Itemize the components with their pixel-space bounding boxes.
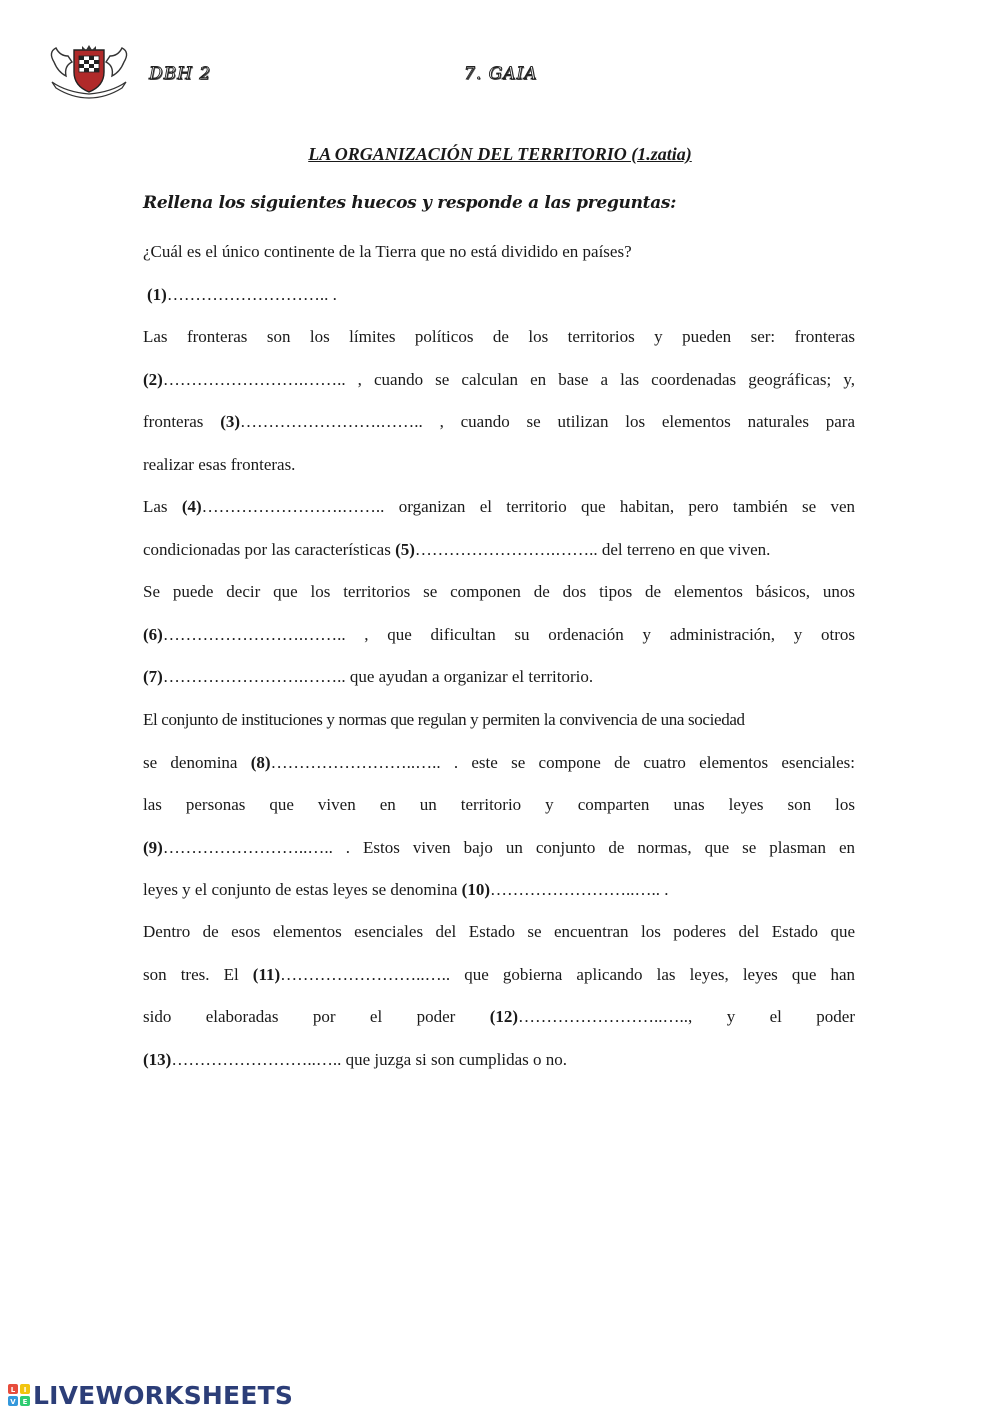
answer-blank-11[interactable]: ……………………..….. que gobierna aplicando las leyes, leyes que han (280, 965, 856, 984)
answer-blank-4[interactable]: …………………….…….. organizan el territorio que habitan, pero también se ven (201, 497, 855, 516)
blank-label-8: (8) (250, 753, 271, 772)
answer-blank-3[interactable]: …………………….…….. , cuando se utilizan los elementos naturales para (240, 412, 856, 431)
svg-text:V: V (10, 1398, 16, 1406)
answer-blank-7[interactable]: …………………….…….. que ayudan a organizar el territorio. (162, 667, 594, 686)
blank-label-11: (11) (252, 965, 281, 984)
course-label: DBH 2 (149, 64, 212, 84)
answer-line-2 (143, 369, 855, 391)
text-segment: realizar esas fronteras. (143, 455, 296, 474)
text-line (143, 454, 855, 476)
text-segment: son tres. El (143, 965, 239, 984)
answer-blank-6[interactable]: …………………….…….. , que dificultan su ordenación y administración, y otros (162, 625, 855, 644)
page-title: LA ORGANIZACIÓN DEL TERRITORIO (1.zatia) (308, 144, 692, 164)
text-segment: fronteras (143, 412, 204, 431)
text-line (143, 709, 855, 731)
text-line (143, 794, 855, 816)
question-text: ¿Cuál es el único continente de la Tierra que no está dividido en países? (143, 242, 632, 261)
text-line (143, 921, 855, 943)
answer-blank-13[interactable]: ……………………..….. que juzga si son cumplidas o no. (171, 1050, 568, 1069)
answer-blank-10[interactable]: ……………………..….. . (490, 880, 669, 899)
text-segment: se denomina (143, 753, 238, 772)
blank-label-12: (12) (489, 1007, 519, 1026)
answer-blank-5[interactable]: …………………….…….. del terreno en que viven. (414, 540, 771, 559)
blank-label-13: (13) (143, 1050, 172, 1069)
blank-label-2: (2) (143, 370, 163, 389)
text-segment: El conjunto de instituciones y normas que regulan y permiten la convivencia de una sociedad (143, 710, 745, 729)
blank-label-1: (1) (147, 285, 167, 304)
answer-blank-12[interactable]: ……………………..….., y el poder (518, 1007, 855, 1026)
school-crest-logo (46, 42, 132, 100)
text-segment: las personas que viven en un territorio y comparten unas leyes son los (143, 795, 855, 814)
blank-label-7: (7) (143, 667, 163, 686)
answer-line-3 (143, 411, 855, 433)
unit-label: 7. GAIA (464, 64, 538, 84)
answer-line-4 (143, 496, 855, 518)
answer-line-11 (143, 964, 855, 986)
liveworksheets-footer[interactable] (8, 1380, 293, 1410)
answer-blank-2[interactable]: …………………….…….. , cuando se calculan en base a las coordenadas geográficas; y, (162, 370, 855, 389)
answer-line-6 (143, 624, 855, 646)
answer-blank-1[interactable]: ……………………….. . (166, 285, 337, 304)
blank-label-3: (3) (220, 412, 241, 431)
answer-line-5 (143, 539, 855, 561)
answer-line-13 (143, 1049, 855, 1071)
answer-line-1 (147, 284, 859, 306)
svg-text:L: L (10, 1386, 16, 1394)
text-segment: Las (143, 497, 168, 516)
instructions: Rellena los siguientes huecos y responde a las preguntas: (143, 193, 677, 213)
answer-blank-8[interactable]: ……………………..….. . este se compone de cuatro elementos esenciales: (270, 753, 856, 772)
svg-text:I: I (23, 1386, 27, 1394)
answer-line-10 (143, 879, 855, 901)
text-line (143, 326, 855, 348)
text-line (143, 581, 855, 603)
svg-text:E: E (22, 1398, 28, 1406)
liveworksheets-logo-icon (8, 1384, 30, 1406)
blank-label-4: (4) (181, 497, 202, 516)
answer-line-9 (143, 837, 855, 859)
text-segment: leyes y el conjunto de estas leyes se denomina (143, 880, 458, 899)
liveworksheets-brand: LIVEWORKSHEETS (33, 1380, 294, 1410)
blank-label-5: (5) (395, 540, 415, 559)
text-segment: Se puede decir que los territorios se componen de dos tipos de elementos básicos, unos (143, 582, 855, 601)
blank-label-6: (6) (143, 625, 163, 644)
answer-blank-9[interactable]: ……………………..….. . Estos viven bajo un conjunto de normas, que se plasman en (162, 838, 855, 857)
answer-line-7 (143, 666, 855, 688)
text-segment: condicionadas por las características (143, 540, 391, 559)
question-line (143, 241, 855, 263)
text-segment: Las fronteras son los límites políticos de los territorios y pueden ser: fronteras (143, 327, 855, 346)
answer-line-12 (143, 1006, 855, 1028)
text-segment: Dentro de esos elementos esenciales del Estado se encuentran los poderes del Estado que (143, 922, 855, 941)
answer-line-8 (143, 752, 855, 774)
text-segment: sido elaboradas por el poder (143, 1007, 456, 1026)
blank-label-10: (10) (461, 880, 490, 899)
blank-label-9: (9) (143, 838, 163, 857)
